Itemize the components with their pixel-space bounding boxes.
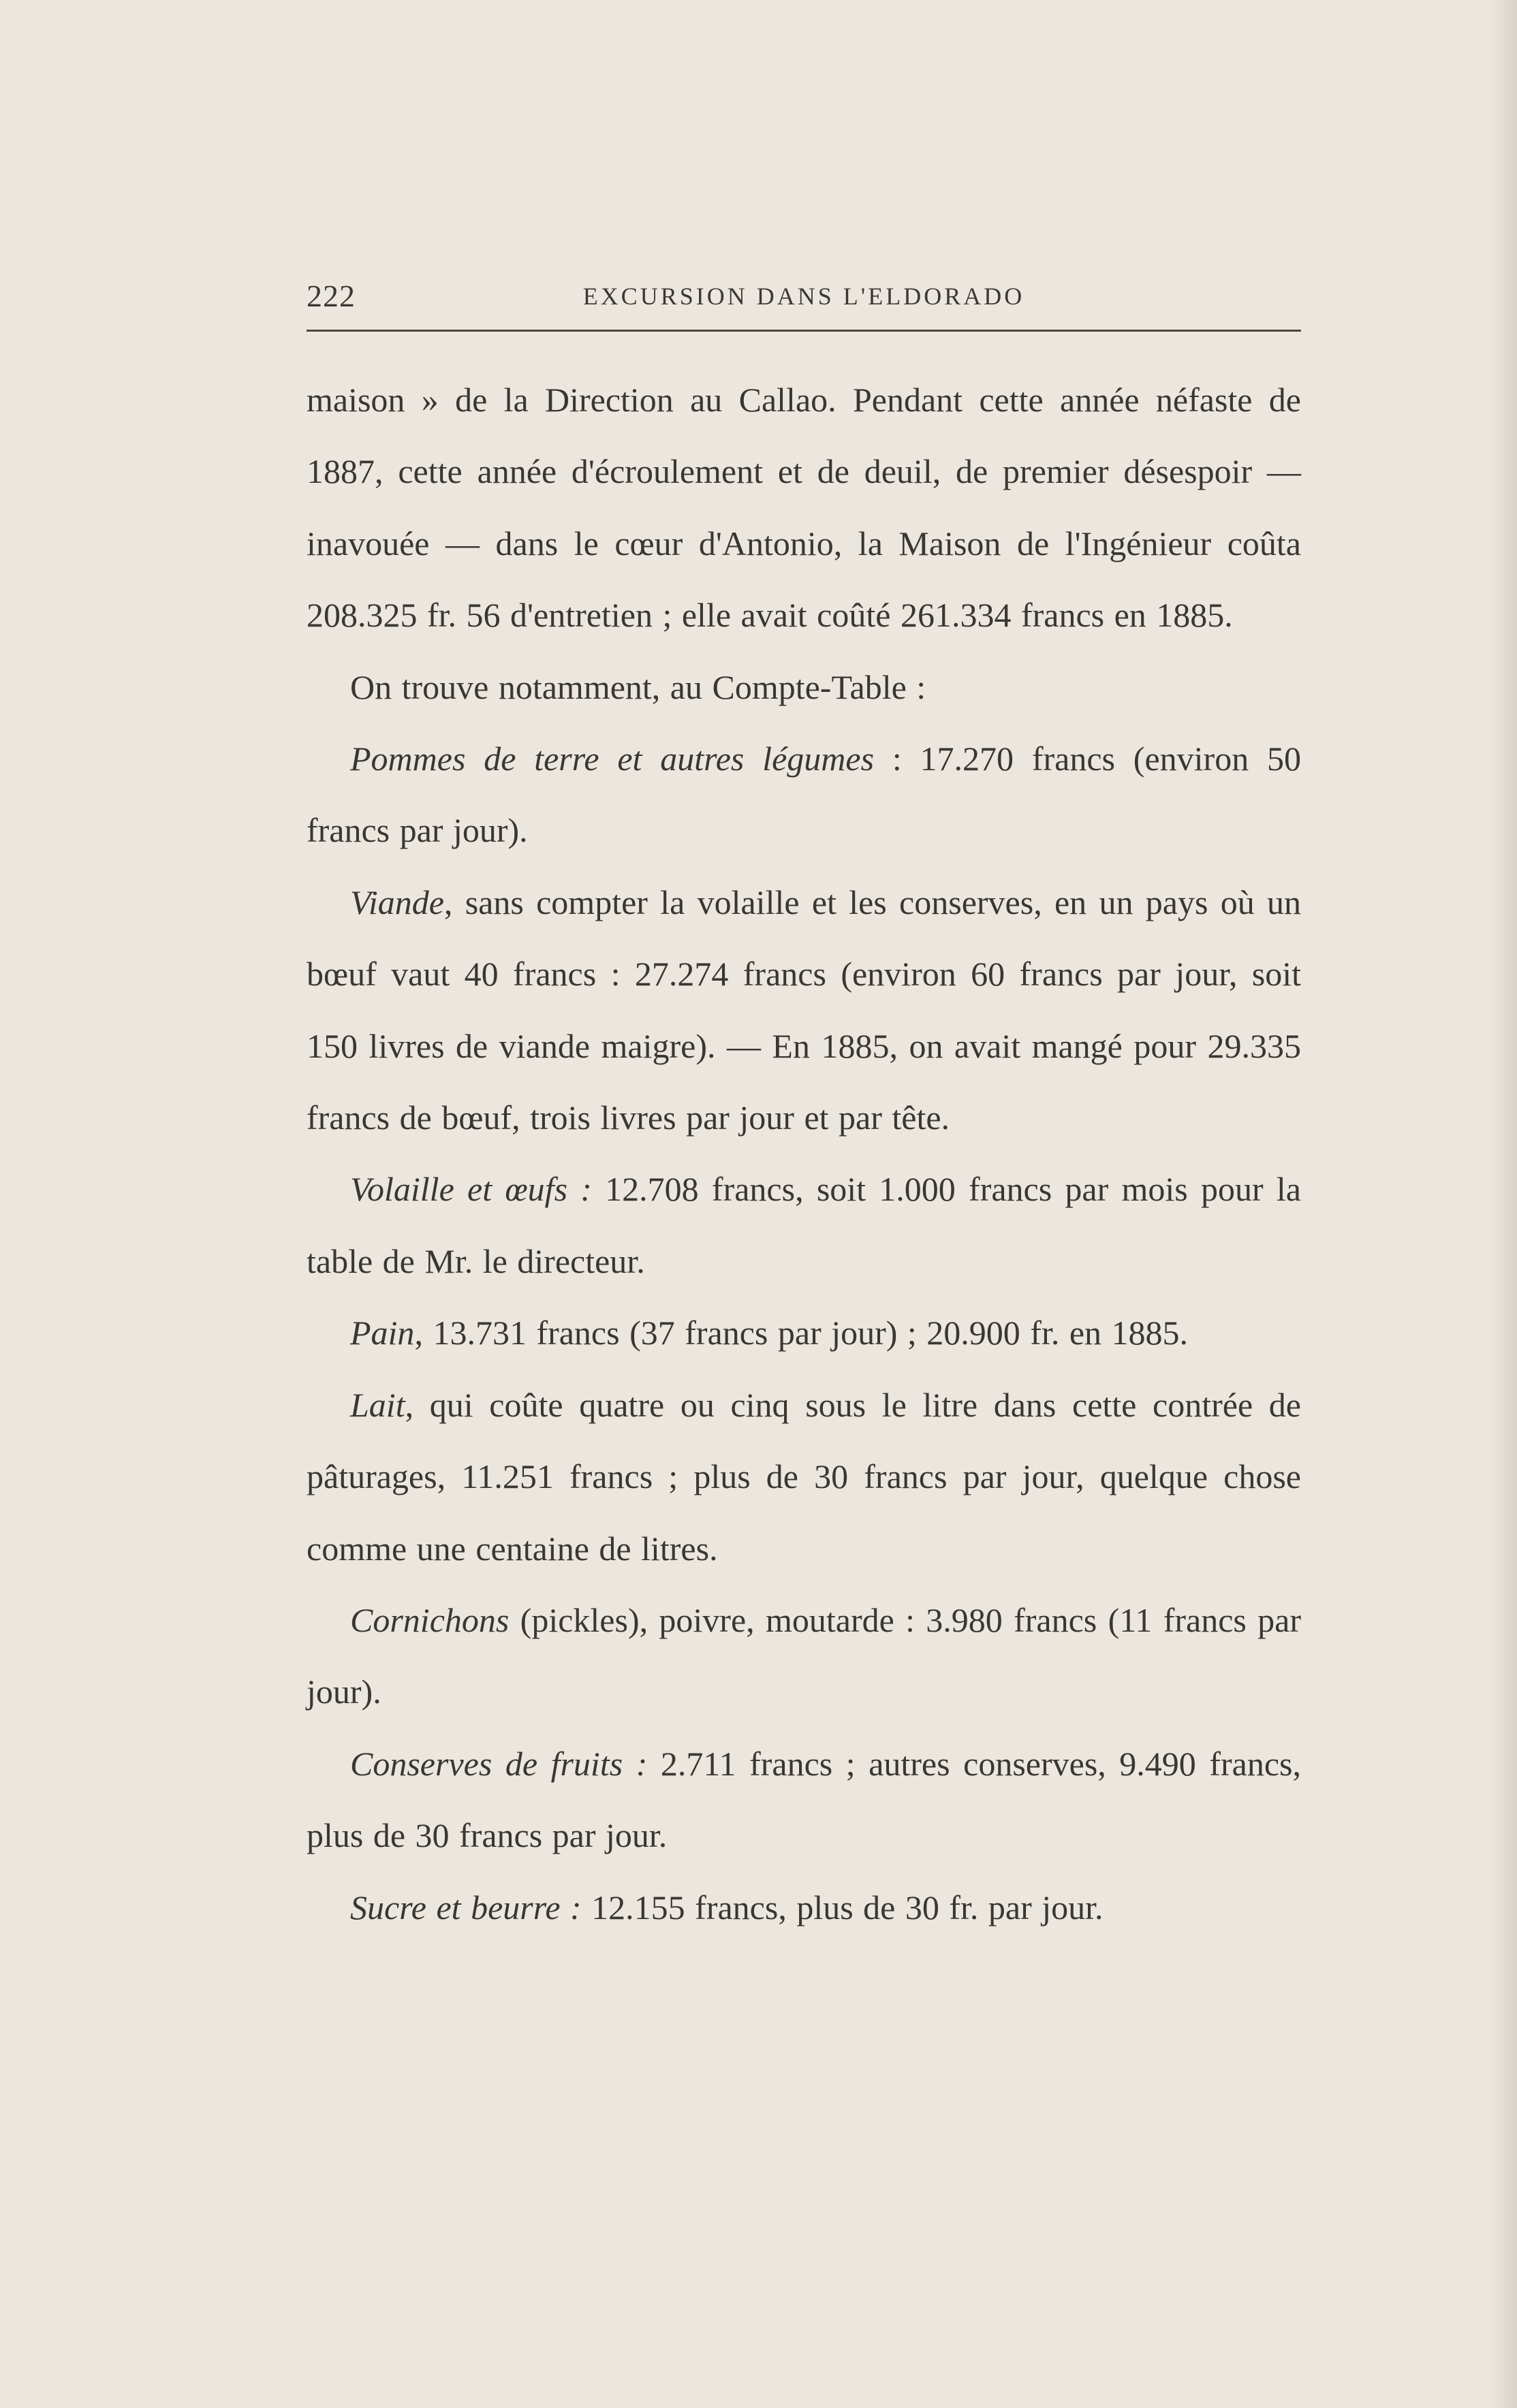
page-header — [307, 272, 1301, 320]
paragraph-9 — [307, 1728, 1301, 1872]
paragraph-text: On trouve notamment, au Compte-Table : — [350, 667, 926, 706]
item-heading: Conserves de fruits : — [350, 1744, 648, 1783]
item-heading: Volaille et œufs : — [350, 1170, 592, 1209]
paragraph-text: , 13.731 francs (37 francs par jour) ; 20.900 fr. en 1885. — [414, 1314, 1189, 1352]
paragraph-text: (pickles), poivre, moutarde : 3.980 francs (11 francs par jour). — [307, 1600, 1301, 1711]
paragraph-text: : 17.270 francs (environ 50 francs par jour). — [307, 740, 1301, 850]
paragraph-3 — [307, 723, 1301, 867]
paragraph-text: 2.711 francs ; autres conserves, 9.490 francs, plus de 30 francs par jour. — [307, 1744, 1301, 1855]
item-heading: Lait — [350, 1385, 405, 1424]
paragraph-text: maison » de la Direction au Callao. Pendant cette année néfaste de 1887, cette année d'écroulement et de deuil, de premier désespoir — inavouée — dans le cœur d'Antonio, la Maison de l'Ingénieur coûta 208.325 fr. 56 d'entretien ; elle avait coûté 261.334 francs en 1885. — [307, 381, 1301, 635]
header-rule — [307, 330, 1301, 332]
paragraph-5 — [307, 1154, 1301, 1297]
paragraph-8 — [307, 1585, 1301, 1728]
paragraph-4 — [307, 867, 1301, 1154]
paragraph-text: 12.708 francs, soit 1.000 francs par mois pour la table de Mr. le directeur. — [307, 1170, 1301, 1280]
page-body — [307, 364, 1301, 1944]
page-number: 222 — [307, 279, 356, 313]
running-title: EXCURSION DANS L'ELDORADO — [582, 283, 1025, 310]
paragraph-text: , qui coûte quatre ou cinq sous le litre dans cette contrée de pâturages, 11.251 francs ; plus de 30 francs par jour, quelque chose comme une centaine de litres. — [307, 1385, 1301, 1568]
item-heading: Cornichons — [350, 1600, 510, 1639]
paragraph-text: , sans compter la volaille et les conserves, en un pays où un bœuf vaut 40 francs : 27.274 francs (environ 60 francs par jour, soit 150 livres de viande maigre). — En 1885, on avait mangé pour 29.335 francs de bœuf, trois livres par jour et par tête. — [307, 883, 1301, 1137]
paragraph-10 — [307, 1872, 1301, 1944]
item-heading: Sucre et beurre : — [350, 1888, 582, 1927]
paragraph-6 — [307, 1297, 1301, 1369]
item-heading: Pommes de terre et autres légumes — [350, 740, 875, 778]
paragraph-1 — [307, 364, 1301, 652]
paragraph-7 — [307, 1369, 1301, 1585]
item-heading: Pain — [350, 1314, 415, 1352]
item-heading: Viande — [350, 883, 444, 921]
paragraph-2 — [307, 652, 1301, 723]
page-edge-shadow — [1490, 0, 1517, 2408]
paragraph-text: 12.155 francs, plus de 30 fr. par jour. — [581, 1888, 1104, 1927]
